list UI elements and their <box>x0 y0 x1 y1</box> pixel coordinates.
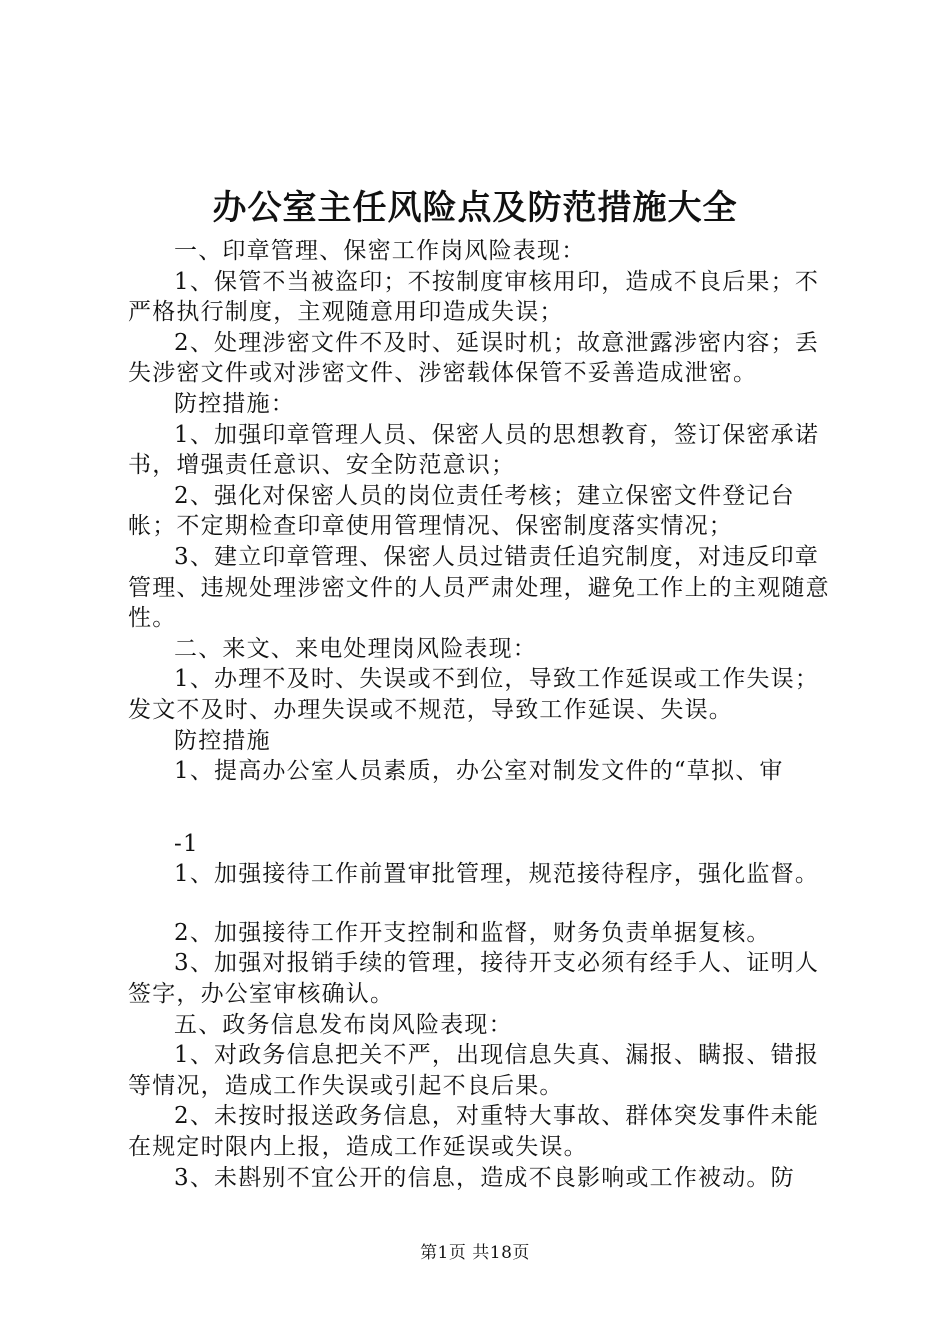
paragraph: 3、建立印章管理、保密人员过错责任追究制度，对违反印章管理、违规处理涉密文件的人员严肃处理，避免工作上的主观随意性。 <box>128 543 830 632</box>
section-heading: 二、来文、来电处理岗风险表现： <box>174 635 537 662</box>
paragraph: 2、未按时报送政务信息，对重特大事故、群体突发事件未能在规定时限内上报，造成工作延误或失误。 <box>128 1103 820 1161</box>
paragraph: 1、提高办公室人员素质，办公室对制发文件的“草拟、审 <box>174 758 784 785</box>
paragraph: 3、未斟别不宜公开的信息，造成不良影响或工作被动。防 <box>174 1164 795 1191</box>
paragraph: 1、对政务信息把关不严，出现信息失真、漏报、瞒报、错报等情况，造成工作失误或引起不良后果。 <box>128 1042 820 1099</box>
paragraph: 1、加强印章管理人员、保密人员的思想教育，签订保密承诺书，增强责任意识、安全防范意识； <box>128 421 820 479</box>
page-marker: -1 <box>174 830 199 857</box>
paragraph: 1、加强接待工作前置审批管理，规范接待程序，强化监督。 <box>174 861 820 888</box>
paragraph: 2、处理涉密文件不及时、延误时机；故意泄露涉密内容；丢失涉密文件或对涉密文件、涉密载体保管不妥善造成泄密。 <box>128 329 820 387</box>
section-heading: 防控措施 <box>174 727 271 754</box>
paragraph: 2、加强接待工作开支控制和监督，财务负责单据复核。 <box>174 919 771 946</box>
document-title: 办公室主任风险点及防范措施大全 <box>212 188 738 228</box>
paragraph: 2、强化对保密人员的岗位责任考核；建立保密文件登记台帐；不定期检查印章使用管理情况、保密制度落实情况； <box>128 482 795 540</box>
section-heading: 五、政务信息发布岗风险表现： <box>174 1011 513 1038</box>
section-heading: 防控措施： <box>174 390 295 417</box>
paragraph: 1、办理不及时、失误或不到位，导致工作延误或工作失误；发文不及时、办理失误或不规范，导致工作延误、失误。 <box>128 666 820 723</box>
paragraph: 1、保管不当被盗印；不按制度审核用印，造成不良后果；不严格执行制度，主观随意用印造成失误； <box>128 268 820 326</box>
document-body <box>128 236 838 1193</box>
paragraph: 一、印章管理、保密工作岗风险表现： <box>174 238 586 264</box>
paragraph: 3、加强对报销手续的管理，接待开支必须有经手人、证明人签字，办公室审核确认。 <box>128 950 820 1008</box>
page-footer: 第1页 共18页 <box>420 1243 530 1263</box>
